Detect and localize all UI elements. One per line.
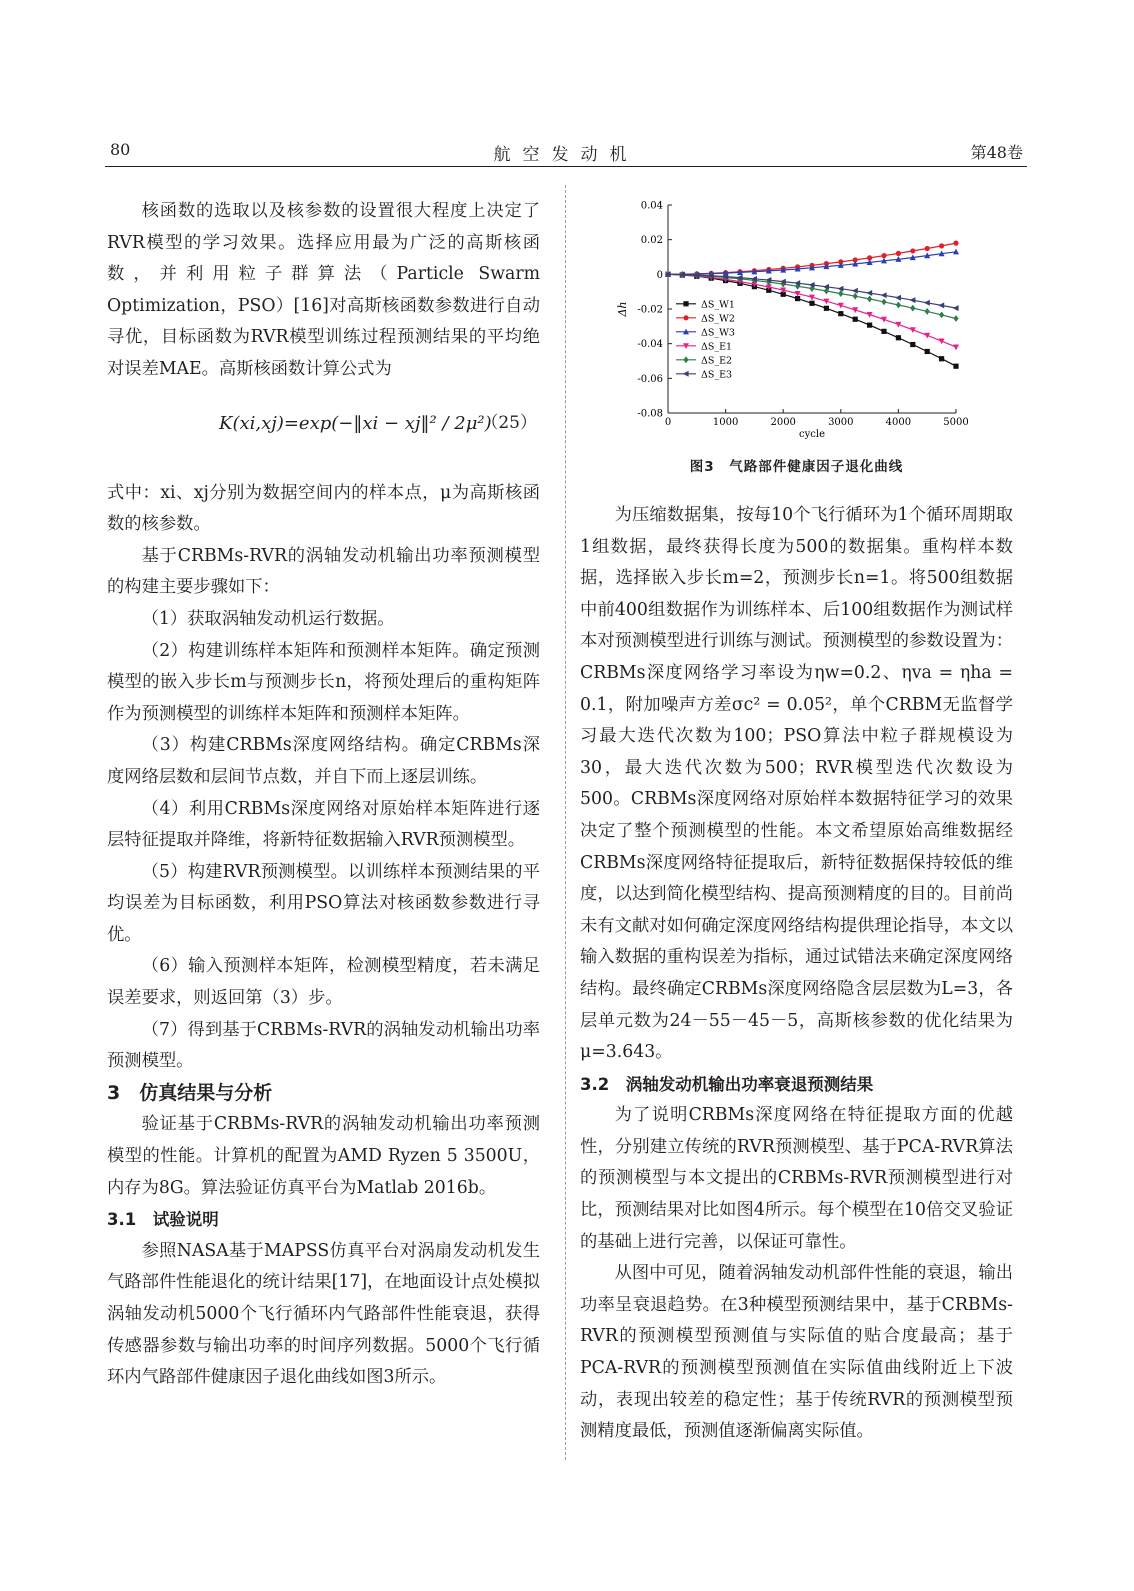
data-point xyxy=(896,302,901,309)
equation-block xyxy=(107,386,540,478)
step-4: （4）利用CRBMs深度网络对原始样本矩阵进行逐层特征提取并降维，将新特征数据输入RVR预测模型。 xyxy=(107,798,540,851)
paragraph-platform: 验证基于CRBMs-RVR的涡轴发动机输出功率预测模型的性能。计算机的配置为AMD Ryzen 5 3500U，内存为8G。算法验证仿真平台为Matlab 2016b。 xyxy=(107,1114,540,1198)
paragraph-experiment: 参照NASA基于MAPSS仿真平台对涡扇发动机发生气路部件性能退化的统计结果[17]，在地面设计点处模拟涡轴发动机5000个飞行循环内气路部件性能衰退，获得传感器参数与输出功率的时间序列数据。5000个飞行循环内气路部件健康因子退化曲线如图3所示。 xyxy=(107,1240,540,1388)
data-point xyxy=(953,315,958,322)
legend-label: ΔS_E3 xyxy=(701,369,733,381)
data-point xyxy=(939,311,944,318)
data-point xyxy=(925,349,930,354)
data-point xyxy=(795,296,800,301)
data-point xyxy=(838,311,843,316)
right-column xyxy=(580,500,1013,1448)
data-point xyxy=(925,246,930,251)
data-point xyxy=(939,356,944,361)
data-point xyxy=(881,298,886,305)
x-tick-label: 2000 xyxy=(770,417,796,428)
data-point xyxy=(853,317,858,322)
legend-marker xyxy=(683,301,688,306)
paragraph-equation-note: 式中：xi、xj分别为数据空间内的样本点，μ为高斯核函数的核参数。 xyxy=(107,482,540,535)
step-3: （3）构建CRBMs深度网络结构。确定CRBMs深度网络层数和层间节点数，并自下而上逐层训练。 xyxy=(107,735,540,787)
data-point xyxy=(867,323,872,328)
data-point xyxy=(910,342,915,347)
gaussian-kernel-equation: K(xi,xj)=exp(−‖xi − xj‖² / 2μ²) xyxy=(219,412,492,434)
data-point xyxy=(910,297,916,303)
paragraph-steps-intro: 基于CRBMs-RVR的涡轴发动机输出功率预测模型的构建主要步骤如下： xyxy=(107,545,540,598)
x-tick-label: 4000 xyxy=(885,417,912,428)
x-tick-label: 1000 xyxy=(712,417,739,428)
legend-label: ΔS_E2 xyxy=(701,355,733,367)
y-tick-label: 0 xyxy=(656,269,663,281)
data-point xyxy=(867,296,872,303)
left-column xyxy=(107,196,540,1394)
column-separator xyxy=(565,185,566,1460)
step-1: （1）获取涡轴发动机运行数据。 xyxy=(141,608,395,629)
data-point xyxy=(953,241,958,246)
paragraph-kernel-intro: 核函数的选取以及核参数的设置很大程度上决定了RVR模型的学习效果。选择应用最为广泛的高斯核函数，并利用粒子群算法（Particle Swarm Optimization，PSO）[16]对高斯核函数参数进行自动寻优，目标函数为RVR模型训练过程预测结果的平均绝对误差MAE。高斯核函数计算公式为 xyxy=(107,201,540,379)
x-tick-label: 5000 xyxy=(943,417,969,428)
step-6: （6）输入预测样本矩阵，检测模型精度，若未满足误差要求，则返回第（3）步。 xyxy=(107,956,540,1009)
legend-label: ΔS_W1 xyxy=(701,299,735,311)
chart-legend xyxy=(676,299,735,380)
section-heading-3-1: 3.1 试验说明 xyxy=(107,1210,219,1230)
header-rule xyxy=(105,166,1027,167)
x-axis-label: cycle xyxy=(799,429,825,440)
y-tick-label: -0.08 xyxy=(637,408,663,420)
data-point xyxy=(852,288,858,294)
data-point xyxy=(925,308,930,315)
data-point xyxy=(953,305,959,311)
y-tick-label: 0.04 xyxy=(640,200,663,212)
data-point xyxy=(881,292,887,298)
paragraph-dataset: 为压缩数据集，按每10个飞行循环为1个循环周期取1组数据，最终获得长度为500的数据集。重构样本数据，选择嵌入步长m=2，预测步长n=1。将500组数据中前400组数据作为训练样本、后100组数据作为测试样本对预测模型进行训练与测试。预测模型的参数设置为：CRBMs深度网络学习率设为ηw=0.2、ηva = ηha = 0.1，附加噪声方差σc² = 0.05²，单个CRBM无监督学习最大迭代次数为100；PSO算法中粒子群规模设为30，最大迭代次数为500；RVR模型迭代次数设为500。CRBMs深度网络对原始样本数据特征学习的效果决定了整个预测模型的性能。本文希望原始高维数据经CRBMs深度网络特征提取后，新特征数据保持较低的维度，以达到简化模型结构、提高预测精度的目的。目前尚未有文献对如何确定深度网络结构提供理论指导，本文以输入数据的重构误差为指标，通过试错法来确定深度网络结构。最终确定CRBMs深度网络隐含层层数为L=3，各层单元数为24－55－45－5，高斯核参数的优化结果为μ=3.643。 xyxy=(580,505,1013,1063)
y-tick-label: -0.06 xyxy=(637,373,663,385)
journal-title: 航空发动机 xyxy=(493,145,639,165)
data-point xyxy=(896,335,901,340)
equation-number: （25） xyxy=(481,412,537,433)
data-point xyxy=(938,302,944,308)
data-point xyxy=(924,300,930,306)
legend-label: ΔS_E1 xyxy=(701,341,733,353)
legend-label: ΔS_W3 xyxy=(701,327,735,339)
data-point xyxy=(896,251,901,256)
data-point xyxy=(953,364,958,369)
legend-marker xyxy=(683,371,689,377)
y-tick-label: -0.04 xyxy=(637,339,663,351)
x-tick-label: 3000 xyxy=(828,417,854,428)
data-point xyxy=(895,295,901,301)
y-tick-label: 0.02 xyxy=(640,235,663,247)
paragraph-comparison: 为了说明CRBMs深度网络在特征提取方面的优越性，分别建立传统的RVR预测模型、基于PCA-RVR算法的预测模型与本文提出的CRBMs-RVR预测模型进行对比，预测结果对比如图4所示。每个模型在10倍交叉验证的基础上进行完善，以保证可靠性。 xyxy=(580,1105,1013,1252)
data-point xyxy=(809,301,814,306)
legend-marker xyxy=(683,356,688,363)
data-point xyxy=(866,290,872,296)
data-point xyxy=(881,253,886,258)
section-heading-3: 3 仿真结果与分析 xyxy=(107,1081,273,1104)
section-heading-3-2: 3.2 涡轴发动机输出功率衰退预测结果 xyxy=(580,1074,874,1094)
step-2: （2）构建训练样本矩阵和预测样本矩阵。确定预测模型的嵌入步长m与预测步长n，将预处理后的重构矩阵作为预测模型的训练样本矩阵和预测样本矩阵。 xyxy=(107,640,540,724)
step-7: （7）得到基于CRBMs-RVR的涡轴发动机输出功率预测模型。 xyxy=(107,1019,540,1072)
data-point xyxy=(939,243,944,248)
figure-caption: 图3 气路部件健康因子退化曲线 xyxy=(689,459,904,475)
paragraph-results: 从图中可见，随着涡轴发动机部件性能的衰退，输出功率呈衰退趋势。在3种模型预测结果中，基于CRBMs-RVR的预测模型预测值与实际值的贴合度最高；基于PCA-RVR的预测模型预测值在实际值曲线附近上下波动，表现出较差的稳定性；基于传统RVR的预测模型预测精度最低，预测值逐渐偏离实际值。 xyxy=(580,1263,1013,1442)
data-point xyxy=(910,305,915,312)
degradation-chart xyxy=(610,195,980,445)
legend-label: ΔS_W2 xyxy=(701,313,735,325)
data-point xyxy=(953,345,959,351)
data-point xyxy=(853,293,858,300)
step-5: （5）构建RVR预测模型。以训练样本预测结果的平均误差为目标函数，利用PSO算法对核函数参数进行寻优。 xyxy=(107,861,540,945)
volume-label: 第48卷 xyxy=(970,143,1023,162)
y-tick-label: -0.02 xyxy=(637,304,663,316)
chart-axes xyxy=(616,201,969,441)
x-tick-label: 0 xyxy=(664,417,672,428)
y-axis-label: Δh xyxy=(616,301,629,317)
data-point xyxy=(824,306,829,311)
page-number: 80 xyxy=(110,140,131,159)
data-point xyxy=(881,329,886,334)
legend-marker xyxy=(683,315,688,320)
data-point xyxy=(910,248,915,253)
